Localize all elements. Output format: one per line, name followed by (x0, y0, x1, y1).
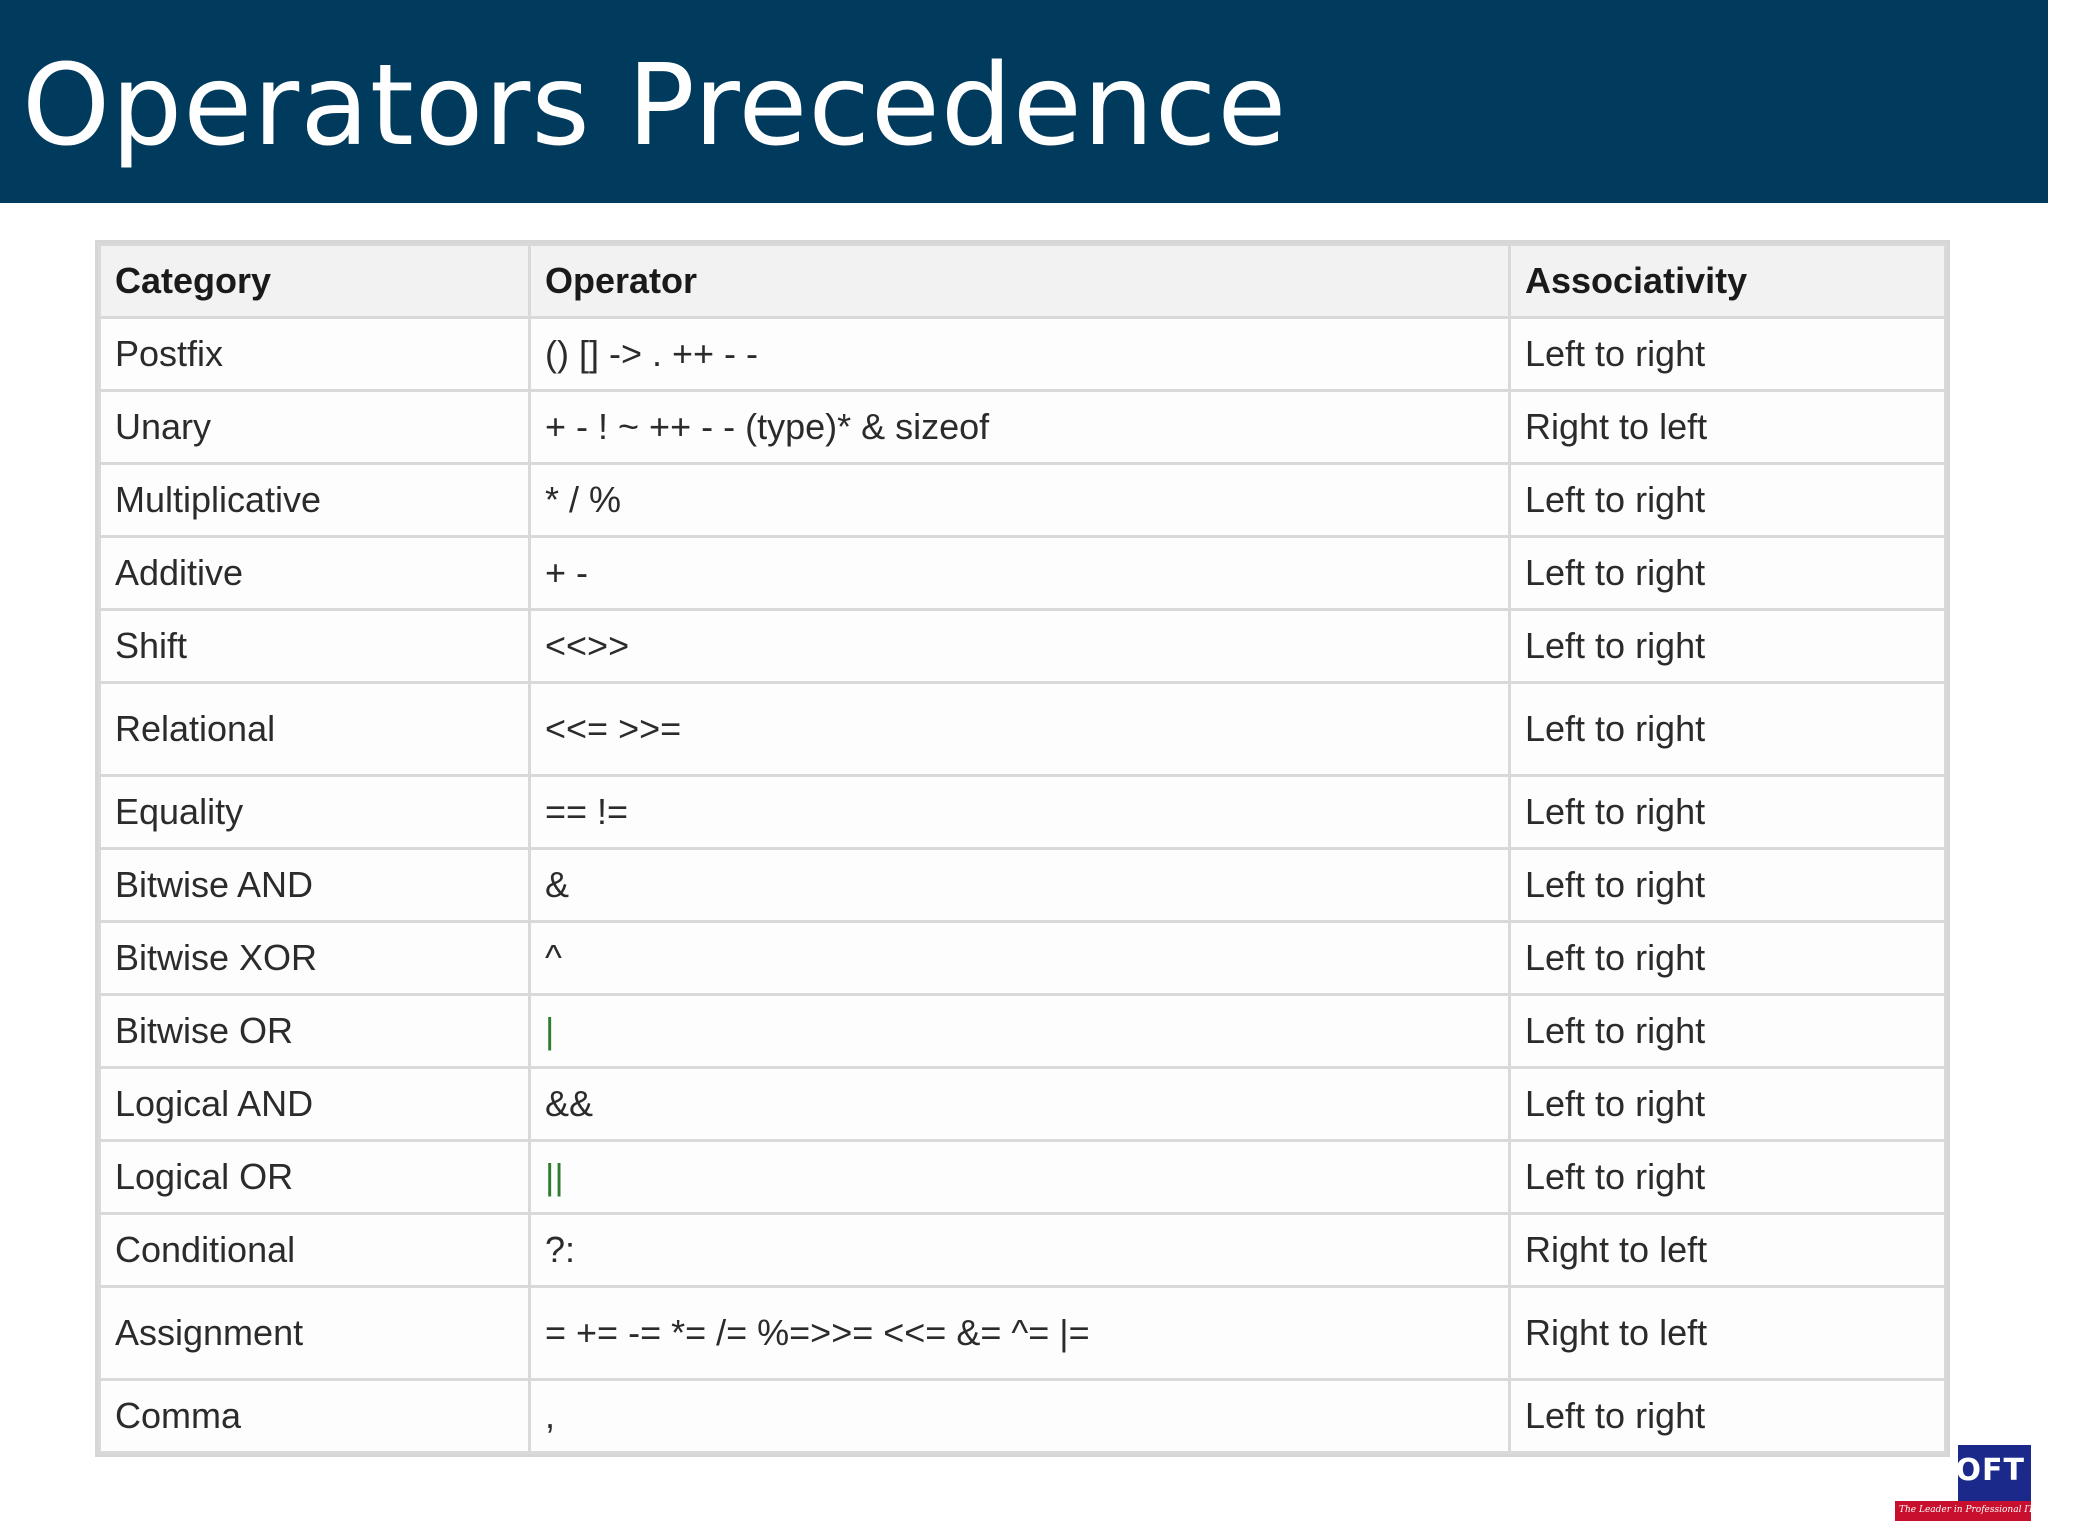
associativity-cell: Left to right (1510, 318, 1946, 391)
operator-cell: & (530, 849, 1510, 922)
category-cell: Bitwise AND (100, 849, 530, 922)
associativity-cell: Left to right (1510, 464, 1946, 537)
table-row (100, 610, 1946, 683)
table-row (100, 1380, 1946, 1453)
table-row (100, 1068, 1946, 1141)
table-row (100, 995, 1946, 1068)
category-cell: Additive (100, 537, 530, 610)
company-logo (1895, 1445, 2083, 1521)
category-cell: Assignment (100, 1287, 530, 1380)
associativity-cell: Left to right (1510, 922, 1946, 995)
header-category: Category (100, 245, 530, 318)
category-cell: Bitwise OR (100, 995, 530, 1068)
table-header-row (100, 245, 1946, 318)
header-associativity: Associativity (1510, 245, 1946, 318)
table-row (100, 318, 1946, 391)
table-row (100, 1141, 1946, 1214)
category-cell: Equality (100, 776, 530, 849)
associativity-cell: Left to right (1510, 683, 1946, 776)
table-row (100, 776, 1946, 849)
category-cell: Bitwise XOR (100, 922, 530, 995)
table-row (100, 922, 1946, 995)
operator-cell: == != (530, 776, 1510, 849)
table-row (100, 1287, 1946, 1380)
operator-cell: + - ! ~ ++ - - (type)* & sizeof (530, 391, 1510, 464)
operator-cell: + - (530, 537, 1510, 610)
operator-cell: <<= >>= (530, 683, 1510, 776)
associativity-cell: Left to right (1510, 1068, 1946, 1141)
precedence-table-container (95, 240, 1950, 1457)
category-cell: Logical AND (100, 1068, 530, 1141)
category-cell: Postfix (100, 318, 530, 391)
category-cell: Comma (100, 1380, 530, 1453)
category-cell: Logical OR (100, 1141, 530, 1214)
operator-cell: , (530, 1380, 1510, 1453)
table-row (100, 464, 1946, 537)
operator-cell: ^ (530, 922, 1510, 995)
associativity-cell: Right to left (1510, 1287, 1946, 1380)
table-row (100, 1214, 1946, 1287)
category-cell: Relational (100, 683, 530, 776)
operator-cell: = += -= *= /= %=>>= <<= &= ^= |= (530, 1287, 1510, 1380)
operator-cell: ?: (530, 1214, 1510, 1287)
associativity-cell: Left to right (1510, 849, 1946, 922)
operator-cell: <<>> (530, 610, 1510, 683)
table-row (100, 683, 1946, 776)
category-cell: Shift (100, 610, 530, 683)
associativity-cell: Left to right (1510, 1380, 1946, 1453)
operator-cell: || (530, 1141, 1510, 1214)
associativity-cell: Right to left (1510, 1214, 1946, 1287)
associativity-cell: Left to right (1510, 776, 1946, 849)
logo-tagline: The Leader in Professional IT Education (1899, 1505, 2083, 1515)
associativity-cell: Left to right (1510, 610, 1946, 683)
operator-cell: () [] -> . ++ - - (530, 318, 1510, 391)
table-row (100, 537, 1946, 610)
table-row (100, 849, 1946, 922)
operator-cell: && (530, 1068, 1510, 1141)
logo-mark (1955, 1445, 2031, 1501)
header-operator: Operator (530, 245, 1510, 318)
slide-title: Operators Precedence (22, 41, 1288, 171)
associativity-cell: Left to right (1510, 995, 1946, 1068)
associativity-cell: Right to left (1510, 391, 1946, 464)
table-row (100, 391, 1946, 464)
logo-text: OFT (1955, 1453, 2025, 1488)
category-cell: Conditional (100, 1214, 530, 1287)
associativity-cell: Left to right (1510, 537, 1946, 610)
associativity-cell: Left to right (1510, 1141, 1946, 1214)
operator-cell: | (530, 995, 1510, 1068)
title-bar (0, 0, 2048, 203)
category-cell: Unary (100, 391, 530, 464)
category-cell: Multiplicative (100, 464, 530, 537)
operator-cell: * / % (530, 464, 1510, 537)
precedence-table (98, 243, 1947, 1454)
